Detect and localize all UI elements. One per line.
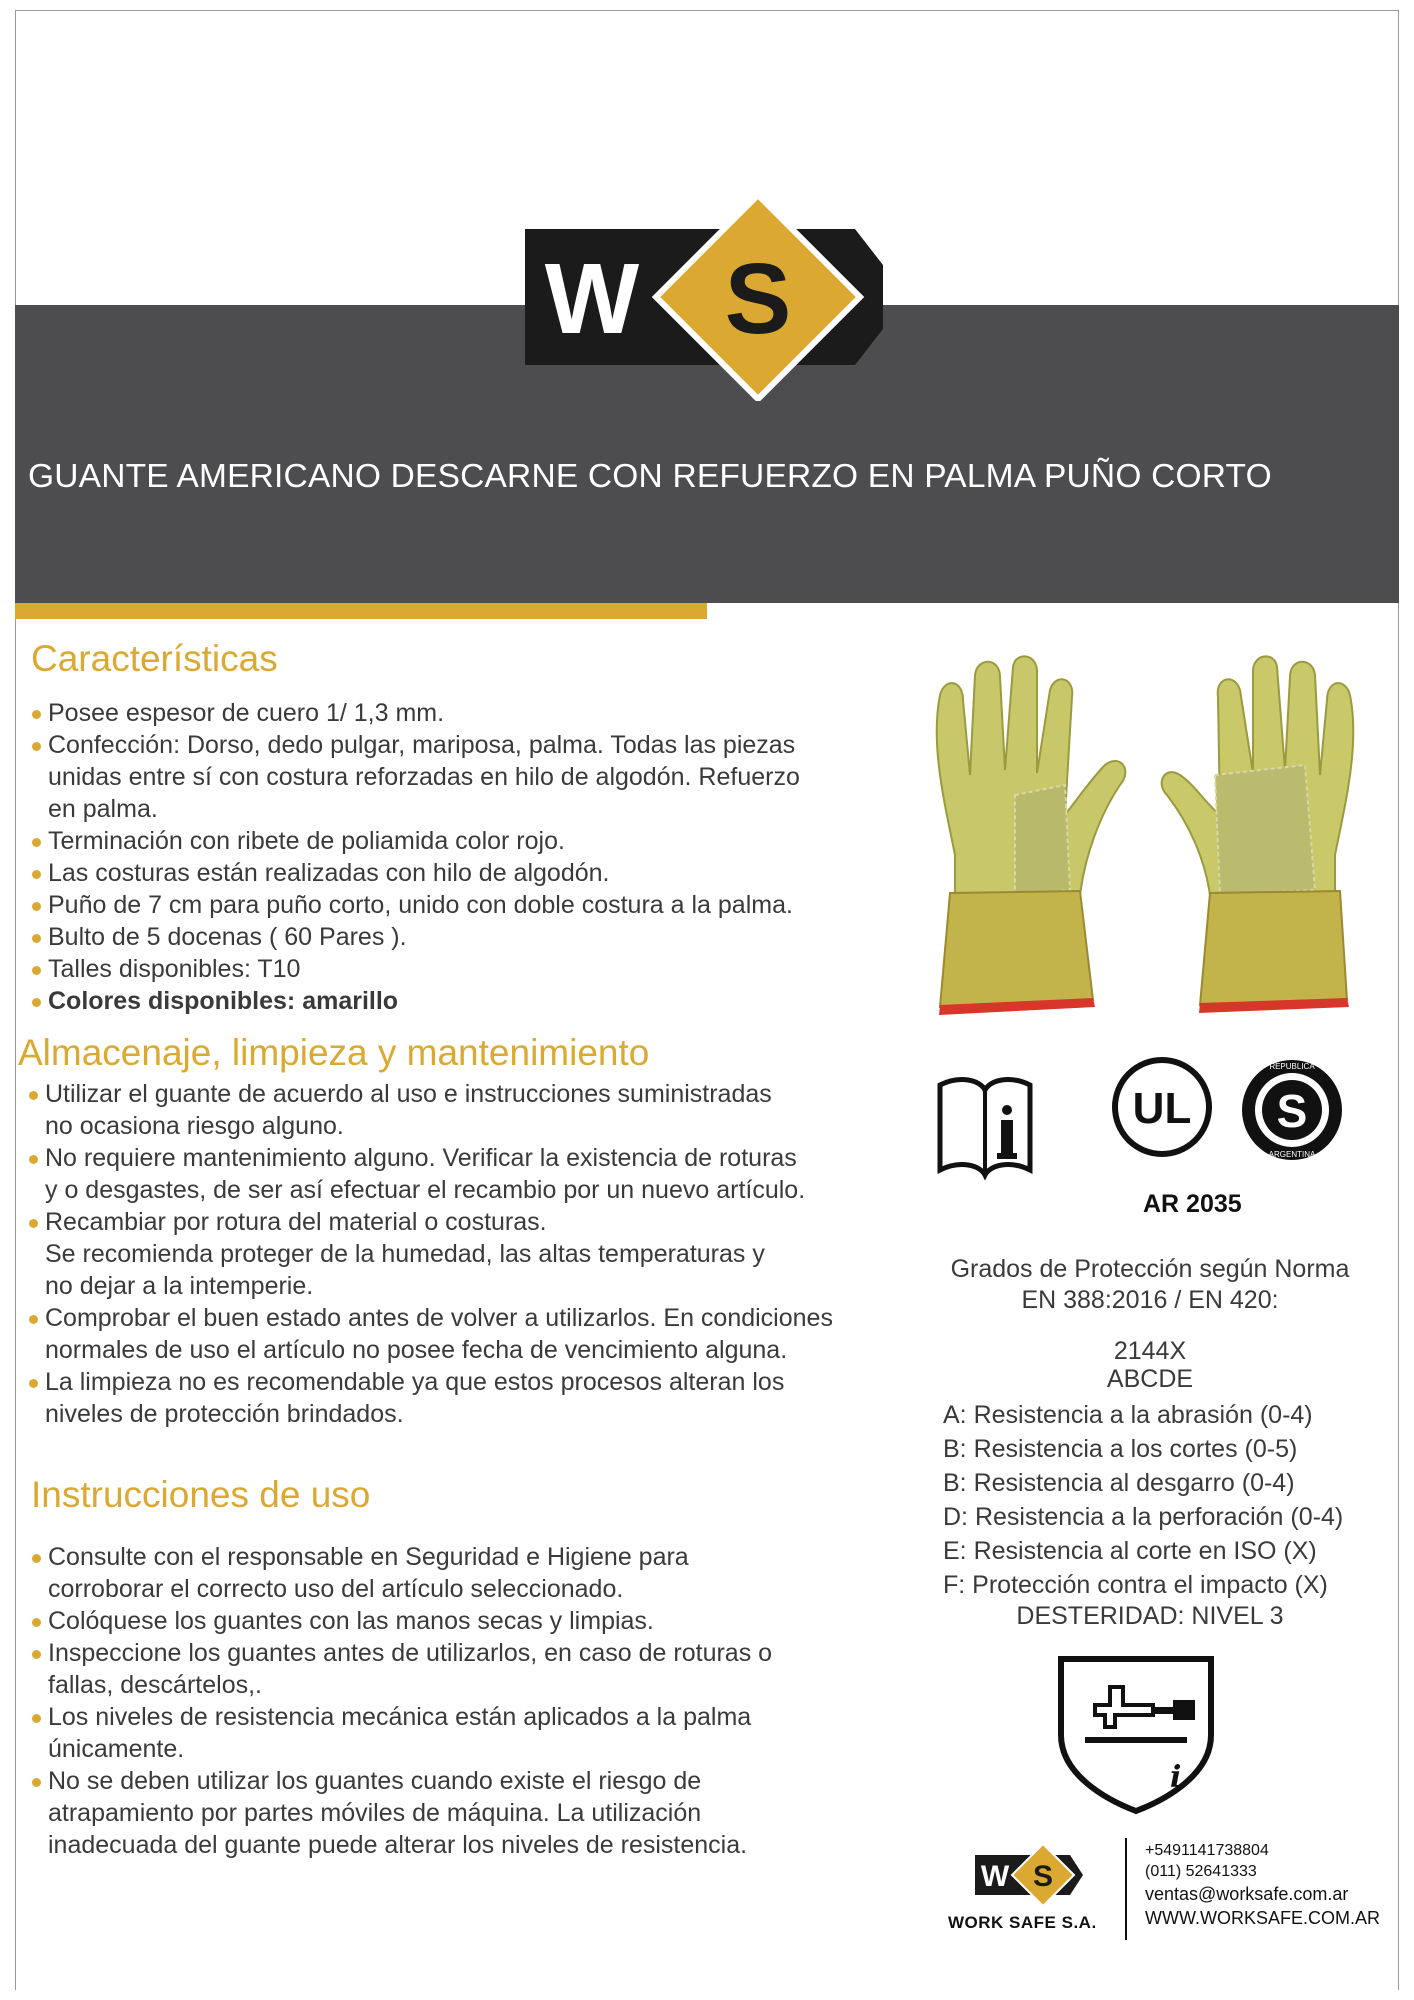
- protection-level: A: Resistencia a la abrasión (0-4): [943, 1401, 1313, 1429]
- protection-heading-1: Grados de Protección según Norma: [950, 1255, 1350, 1283]
- ul-mark-icon: [1115, 1060, 1209, 1154]
- footer-logo-letter-w: W: [980, 1860, 1010, 1893]
- list-item: Consulte con el responsable en Seguridad e Higiene para corroborar el correcto uso del artículo seleccionado.: [30, 1541, 910, 1605]
- list-item: Los niveles de resistencia mecánica están aplicados a la palma únicamente.: [30, 1701, 910, 1765]
- list-item: No se deben utilizar los guantes cuando existe el riesgo de atrapamiento por partes móviles de máquina. La utilización inadecuada del guante puede alterar los niveles de resistencia.: [30, 1765, 910, 1861]
- list-item: La limpieza no es recomendable ya que estos procesos alteran los niveles de protección brindados.: [27, 1366, 927, 1430]
- list-item: Colóquese los guantes con las manos secas y limpias.: [30, 1605, 910, 1637]
- left-glove: [937, 656, 1126, 1015]
- protection-level: F: Protección contra el impacto (X): [943, 1571, 1328, 1599]
- list-item: Bulto de 5 docenas ( 60 Pares ).: [30, 921, 910, 953]
- svg-text:i: i: [1170, 1760, 1182, 1795]
- contact-list: [1145, 1840, 1380, 1930]
- list-item: Puño de 7 cm para puño corto, unido con doble costura a la palma.: [30, 889, 910, 921]
- list-item: Recambiar por rotura del material o costuras. Se recomienda proteger de la humedad, las altas temperaturas y no dejar a la intemperie.: [27, 1206, 927, 1302]
- product-title: GUANTE AMERICANO DESCARNE CON REFUERZO EN PALMA PUÑO CORTO: [28, 458, 1272, 495]
- protection-heading-2: EN 388:2016 / EN 420:: [1021, 1286, 1279, 1314]
- en388-shield-icon: [1055, 1655, 1217, 1815]
- instrucciones-title: Instrucciones de uso: [31, 1474, 371, 1515]
- protection-code: 2144X: [1113, 1337, 1187, 1365]
- footer-brand-logo: [975, 1843, 1085, 1907]
- brand-logo: [525, 193, 885, 401]
- glove-product-image: [915, 655, 1375, 1020]
- list-item: Las costuras están realizadas con hilo de algodón.: [30, 857, 910, 889]
- list-item: Utilizar el guante de acuerdo al uso e instrucciones suministradas no ocasiona riesgo alguno.: [27, 1078, 927, 1142]
- svg-text:S: S: [1276, 1085, 1308, 1137]
- list-item: Posee espesor de cuero 1/ 1,3 mm.: [30, 697, 910, 729]
- protection-level: B: Resistencia al desgarro (0-4): [943, 1469, 1295, 1497]
- contact-website[interactable]: WWW.WORKSAFE.COM.AR: [1145, 1908, 1380, 1928]
- footer-logo-letter-s: S: [1032, 1860, 1054, 1893]
- company-name: WORK SAFE S.A.: [948, 1913, 1097, 1932]
- logo-letter-s: S: [724, 243, 792, 355]
- list-item: Comprobar el buen estado antes de volver a utilizarlos. En condiciones normales de uso el artículo no posee fecha de vencimiento alguna.: [27, 1302, 927, 1366]
- s-mark-icon: [1242, 1060, 1342, 1160]
- protection-level: E: Resistencia al corte en ISO (X): [943, 1537, 1317, 1565]
- gold-accent-bar: [15, 603, 707, 619]
- protection-level: D: Resistencia a la perforación (0-4): [943, 1503, 1344, 1531]
- right-glove: [1162, 656, 1354, 1013]
- logo-letter-w: W: [544, 243, 640, 355]
- certification-icons: [930, 1055, 1350, 1185]
- contact-phone-1: +5491141738804: [1145, 1842, 1269, 1859]
- ul-label: UL: [1132, 1084, 1192, 1133]
- caracteristicas-list: [30, 697, 910, 1017]
- footer-divider: [1125, 1838, 1127, 1940]
- s-mark-bottom-label: ARGENTINA: [1268, 1150, 1316, 1159]
- protection-levels-list: [943, 1398, 1343, 1602]
- instrucciones-list: [30, 1541, 910, 1861]
- almacenaje-title: Almacenaje, limpieza y mantenimiento: [18, 1032, 650, 1073]
- protection-letters: ABCDE: [1106, 1365, 1194, 1393]
- dexterity-level: DESTERIDAD: NIVEL 3: [1016, 1602, 1284, 1630]
- s-mark-top-label: REPUBLICA: [1269, 1062, 1315, 1071]
- list-item: Talles disponibles: T10: [30, 953, 910, 985]
- info-manual-icon: [940, 1080, 1030, 1175]
- ar-code: AR 2035: [1143, 1190, 1242, 1218]
- contact-email[interactable]: ventas@worksafe.com.ar: [1145, 1884, 1349, 1904]
- almacenaje-list: [27, 1078, 927, 1430]
- list-item: Inspeccione los guantes antes de utilizarlos, en caso de roturas o fallas, descártelos,.: [30, 1637, 910, 1701]
- caracteristicas-title: Características: [31, 638, 278, 679]
- list-item: Confección: Dorso, dedo pulgar, mariposa, palma. Todas las piezas unidas entre sí con costura reforzadas en hilo de algodón. Refuerzo en palma.: [30, 729, 910, 825]
- list-item: Colores disponibles: amarillo: [30, 985, 910, 1017]
- list-item: No requiere mantenimiento alguno. Verificar la existencia de roturas y o desgastes, de ser así efectuar el recambio por un nuevo artículo.: [27, 1142, 927, 1206]
- contact-phone-2: (011) 52641333: [1145, 1863, 1257, 1880]
- protection-level: B: Resistencia a los cortes (0-5): [943, 1435, 1298, 1463]
- list-item: Terminación con ribete de poliamida color rojo.: [30, 825, 910, 857]
